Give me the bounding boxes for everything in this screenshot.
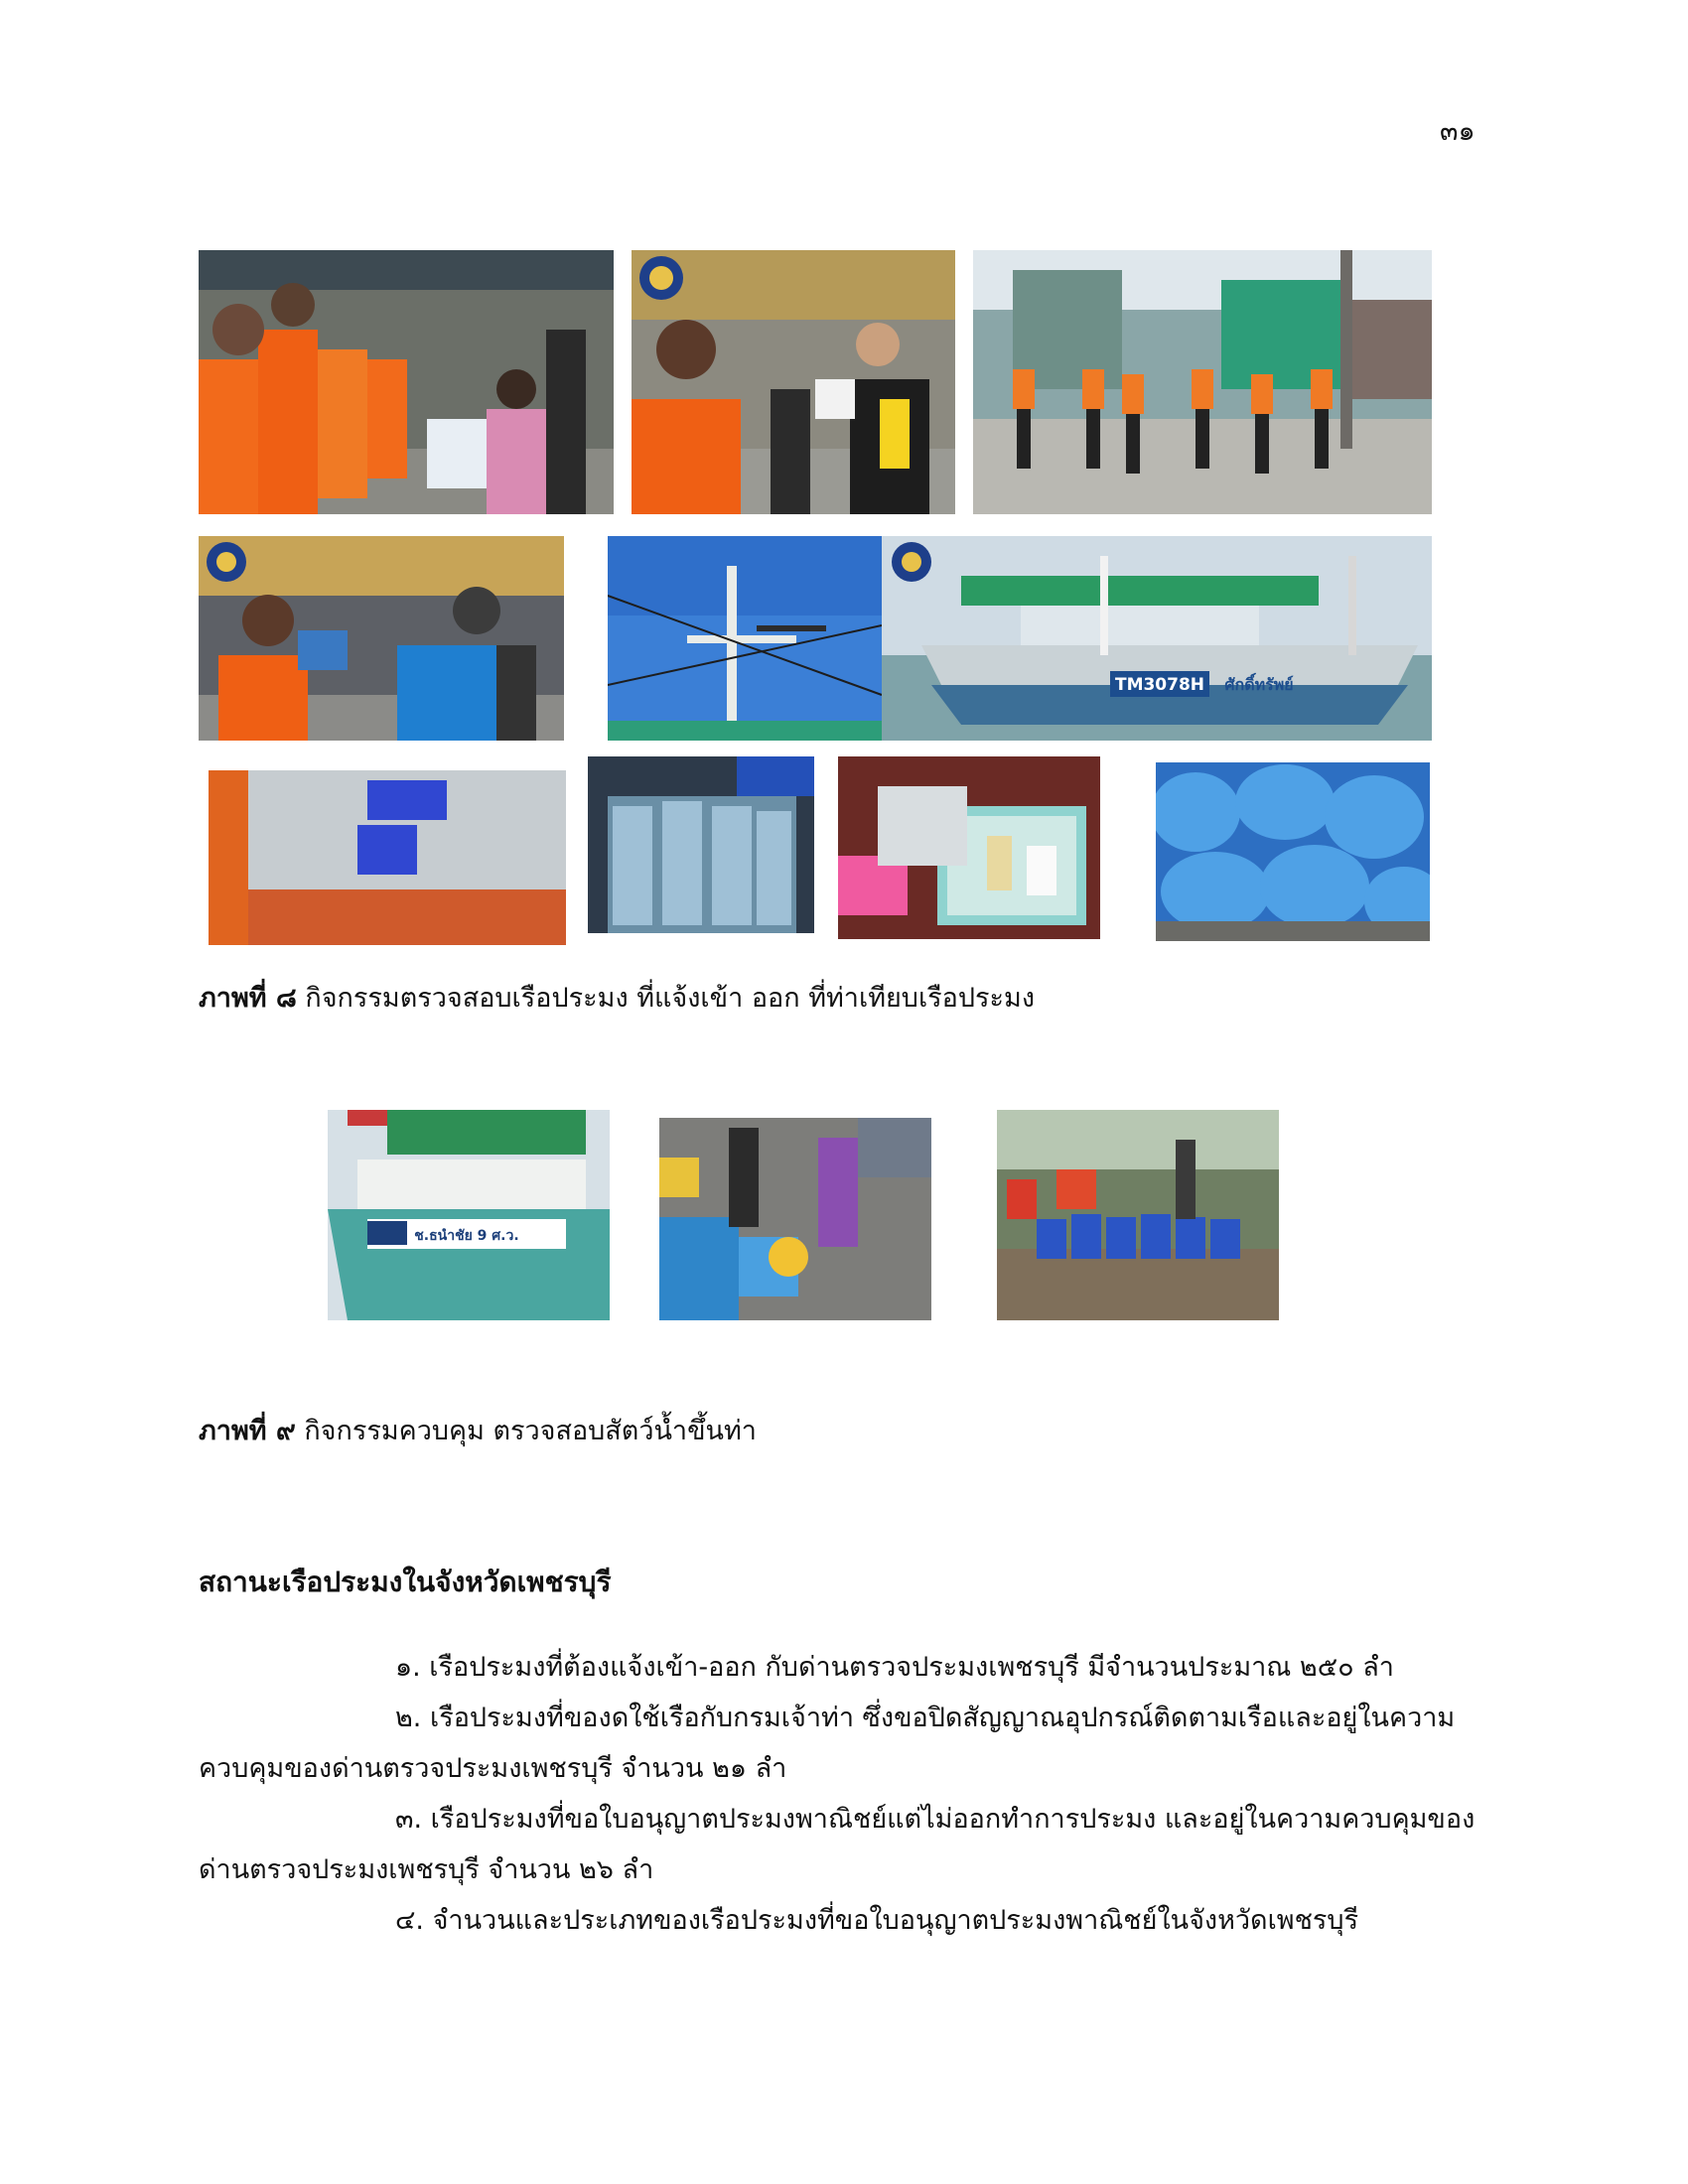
list-item: ๓. เรือประมงที่ขอใบอนุญาตประมงพาณิชย์แต่ไม่ออกทำการประมง และอยู่ในความควบคุมของด่านตรวจประมงเพชรบุรี จำนวน ๒๖ ลำ	[199, 1804, 1476, 1885]
figure-9-caption-text: กิจกรรมควบคุม ตรวจสอบสัตว์น้ำขึ้นท่า	[304, 1416, 757, 1446]
figure-8-label: ภาพที่ ๘	[199, 983, 297, 1014]
photo-temperature-screening	[199, 536, 564, 741]
photo-fishing-boat-landing	[328, 1110, 610, 1320]
boat-name-label: ศักดิ์ทรัพย์	[1224, 675, 1294, 694]
figure-8-caption	[199, 981, 1035, 1016]
photo-boat-mast-antenna	[608, 536, 882, 741]
photo-fishing-boat-registration	[882, 536, 1432, 741]
photo-fish-hold-ice	[209, 770, 566, 945]
figure-8-caption-text: กิจกรรมตรวจสอบเรือประมง ที่แจ้งเข้า ออก ที่ท่าเทียบเรือประมง	[305, 983, 1036, 1014]
photo-medical-supply-kit	[838, 756, 1100, 939]
photo-catch-boxes-on-ground	[997, 1110, 1279, 1320]
list-item: ๔. จำนวนและประเภทของเรือประมงที่ขอใบอนุญาตประมงพาณิชย์ในจังหวัดเพชรบุรี	[395, 1905, 1359, 1936]
list-item: ๒. เรือประมงที่ของดใช้เรือกับกรมเจ้าท่า ซึ่งขอปิดสัญญาณอุปกรณ์ติดตามเรือและอยู่ในความควบคุมของด่านตรวจประมงเพชรบุรี จำนวน ๒๑ ลำ	[199, 1703, 1456, 1784]
page-number: ๓๑	[1440, 116, 1476, 147]
boat-name-label-fig9: ช.ธนำชัย 9 ศ.ว.	[414, 1228, 519, 1244]
photo-crew-lineup-at-pier	[973, 250, 1432, 514]
list-item: ๑. เรือประมงที่ต้องแจ้งเข้า-ออก กับด่านตรวจประมงเพชรบุรี มีจำนวนประมาณ ๒๕๐ ลำ	[395, 1652, 1394, 1683]
photo-bagged-catch-blue-bags	[1156, 762, 1430, 941]
boat-registration-label: TM3078H	[1114, 675, 1205, 695]
photo-officer-checking-documents	[632, 250, 955, 514]
photo-drinking-water-bottles	[588, 756, 814, 933]
figure-9-caption	[199, 1414, 757, 1448]
section-title: สถานะเรือประมงในจังหวัดเพชรบุรี	[199, 1566, 612, 1598]
photo-weighing-catch	[659, 1118, 931, 1320]
photo-crew-life-vests-inspection	[199, 250, 614, 514]
figure-9-label: ภาพที่ ๙	[199, 1416, 296, 1446]
